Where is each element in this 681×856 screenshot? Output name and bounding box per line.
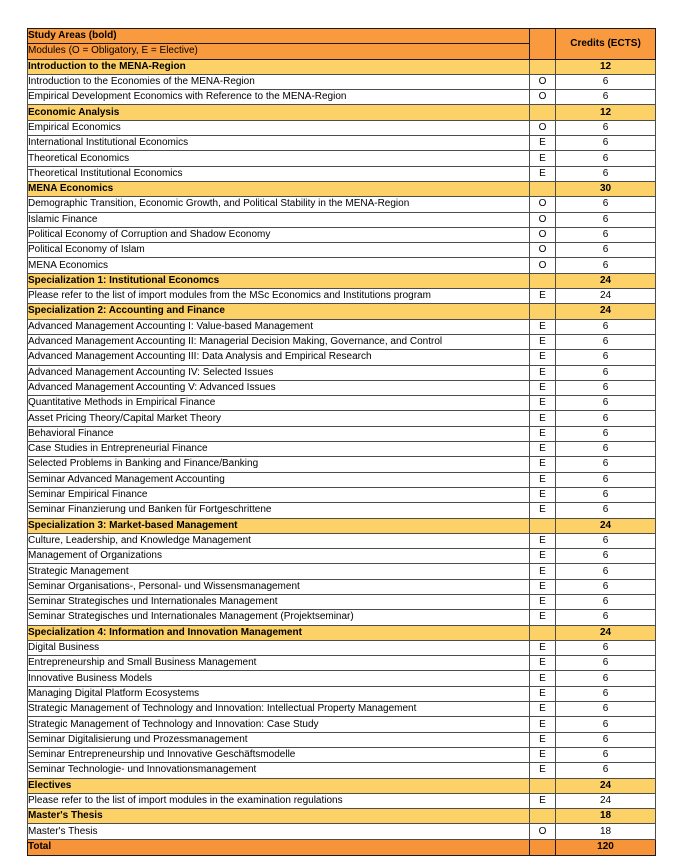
table-row: [28, 579, 656, 594]
section-credits: 24: [556, 518, 656, 533]
module-obligatory-elective: E: [530, 136, 556, 151]
module-title: Theoretical Economics: [28, 151, 530, 166]
module-title: Master's Thesis: [28, 824, 530, 839]
module-credits: 6: [556, 380, 656, 395]
module-obligatory-elective: O: [530, 824, 556, 839]
module-obligatory-elective: O: [530, 120, 556, 135]
section-oe-blank: [530, 59, 556, 74]
module-credits: 6: [556, 640, 656, 655]
module-credits: 6: [556, 702, 656, 717]
section-oe-blank: [530, 625, 556, 640]
module-credits: 6: [556, 686, 656, 701]
module-obligatory-elective: E: [530, 380, 556, 395]
module-title: Behavioral Finance: [28, 426, 530, 441]
module-title: Managing Digital Platform Ecosystems: [28, 686, 530, 701]
table-header-row-title: [28, 29, 656, 44]
module-obligatory-elective: E: [530, 503, 556, 518]
table-row: [28, 426, 656, 441]
table-row: [28, 702, 656, 717]
module-obligatory-elective: E: [530, 763, 556, 778]
curriculum-total: [28, 839, 656, 855]
module-credits: 6: [556, 579, 656, 594]
table-row: [28, 549, 656, 564]
module-credits: 6: [556, 763, 656, 778]
module-title: Political Economy of Islam: [28, 243, 530, 258]
module-obligatory-elective: E: [530, 793, 556, 808]
header-credits-label: Credits (ECTS): [556, 29, 656, 60]
table-row: [28, 686, 656, 701]
module-title: Strategic Management of Technology and Innovation: Intellectual Property Management: [28, 702, 530, 717]
module-obligatory-elective: E: [530, 334, 556, 349]
curriculum-table-body: [28, 29, 656, 60]
module-credits: 6: [556, 732, 656, 747]
table-row: [28, 717, 656, 732]
module-credits: 6: [556, 319, 656, 334]
total-row: [28, 839, 656, 855]
module-title: Seminar Organisations-, Personal- und Wissensmanagement: [28, 579, 530, 594]
module-title: Selected Problems in Banking and Finance/Banking: [28, 457, 530, 472]
section-header-row: [28, 181, 656, 196]
module-credits: 6: [556, 197, 656, 212]
section-title: Specialization 1: Institutional Economcs: [28, 273, 530, 288]
table-row: [28, 243, 656, 258]
module-obligatory-elective: O: [530, 212, 556, 227]
table-row: [28, 671, 656, 686]
module-credits: 6: [556, 747, 656, 762]
module-title: Culture, Leadership, and Knowledge Management: [28, 533, 530, 548]
module-obligatory-elective: E: [530, 411, 556, 426]
table-row: [28, 640, 656, 655]
module-title: Case Studies in Entrepreneurial Finance: [28, 442, 530, 457]
module-obligatory-elective: E: [530, 442, 556, 457]
module-credits: 6: [556, 166, 656, 181]
module-credits: 6: [556, 90, 656, 105]
table-row: [28, 334, 656, 349]
header-oe-blank: [530, 29, 556, 60]
section-oe-blank: [530, 778, 556, 793]
table-row: [28, 227, 656, 242]
module-title: Asset Pricing Theory/Capital Market Theory: [28, 411, 530, 426]
table-row: [28, 166, 656, 181]
module-credits: 6: [556, 120, 656, 135]
table-row: [28, 457, 656, 472]
table-row: [28, 763, 656, 778]
section-title: Specialization 4: Information and Innovation Management: [28, 625, 530, 640]
section-title: Economic Analysis: [28, 105, 530, 120]
module-title: Strategic Management: [28, 564, 530, 579]
section-credits: 12: [556, 59, 656, 74]
module-credits: 6: [556, 594, 656, 609]
module-obligatory-elective: E: [530, 579, 556, 594]
module-title: MENA Economics: [28, 258, 530, 273]
table-row: [28, 487, 656, 502]
module-credits: 6: [556, 334, 656, 349]
table-row: [28, 793, 656, 808]
table-row: [28, 350, 656, 365]
module-obligatory-elective: E: [530, 549, 556, 564]
module-obligatory-elective: E: [530, 350, 556, 365]
section-credits: 30: [556, 181, 656, 196]
module-credits: 6: [556, 442, 656, 457]
module-obligatory-elective: O: [530, 243, 556, 258]
module-title: Seminar Strategisches und Internationales Management: [28, 594, 530, 609]
total-oe: [530, 839, 556, 855]
module-title: Introduction to the Economies of the MENA-Region: [28, 74, 530, 89]
module-credits: 18: [556, 824, 656, 839]
section-title: Electives: [28, 778, 530, 793]
module-title: Seminar Empirical Finance: [28, 487, 530, 502]
module-credits: 24: [556, 289, 656, 304]
module-credits: 6: [556, 212, 656, 227]
section-credits: 24: [556, 304, 656, 319]
module-credits: 6: [556, 74, 656, 89]
section-credits: 24: [556, 778, 656, 793]
table-row: [28, 732, 656, 747]
module-obligatory-elective: E: [530, 487, 556, 502]
section-title: Specialization 3: Market-based Management: [28, 518, 530, 533]
module-obligatory-elective: O: [530, 74, 556, 89]
module-title: International Institutional Economics: [28, 136, 530, 151]
curriculum-table: [27, 28, 656, 856]
table-row: [28, 197, 656, 212]
module-credits: 6: [556, 136, 656, 151]
table-row: [28, 442, 656, 457]
module-credits: 6: [556, 350, 656, 365]
module-title: Political Economy of Corruption and Shadow Economy: [28, 227, 530, 242]
module-title: Seminar Technologie- und Innovationsmanagement: [28, 763, 530, 778]
table-row: [28, 396, 656, 411]
total-label: Total: [28, 839, 530, 855]
module-credits: 6: [556, 151, 656, 166]
module-credits: 6: [556, 671, 656, 686]
section-title: Specialization 2: Accounting and Finance: [28, 304, 530, 319]
section-title: MENA Economics: [28, 181, 530, 196]
module-credits: 6: [556, 426, 656, 441]
table-row: [28, 136, 656, 151]
curriculum-sections: [28, 59, 656, 839]
table-row: [28, 503, 656, 518]
table-row: [28, 380, 656, 395]
module-obligatory-elective: E: [530, 747, 556, 762]
module-title: Advanced Management Accounting III: Data Analysis and Empirical Research: [28, 350, 530, 365]
module-credits: 6: [556, 411, 656, 426]
table-row: [28, 656, 656, 671]
module-obligatory-elective: O: [530, 197, 556, 212]
module-title: Seminar Entrepreneurship und Innovative Geschäftsmodelle: [28, 747, 530, 762]
module-credits: 6: [556, 656, 656, 671]
module-obligatory-elective: E: [530, 594, 556, 609]
table-row: [28, 258, 656, 273]
module-obligatory-elective: O: [530, 227, 556, 242]
module-obligatory-elective: E: [530, 365, 556, 380]
table-row: [28, 365, 656, 380]
module-obligatory-elective: E: [530, 426, 556, 441]
module-title: Advanced Management Accounting II: Managerial Decision Making, Governance, and Control: [28, 334, 530, 349]
total-credits: 120: [556, 839, 656, 855]
module-title: Seminar Digitalisierung und Prozessmanagement: [28, 732, 530, 747]
module-credits: 6: [556, 549, 656, 564]
module-obligatory-elective: E: [530, 396, 556, 411]
section-oe-blank: [530, 518, 556, 533]
section-oe-blank: [530, 181, 556, 196]
module-title: Islamic Finance: [28, 212, 530, 227]
module-credits: 6: [556, 717, 656, 732]
module-credits: 6: [556, 564, 656, 579]
table-row: [28, 120, 656, 135]
module-title: Innovative Business Models: [28, 671, 530, 686]
module-credits: 6: [556, 472, 656, 487]
module-title: Quantitative Methods in Empirical Finance: [28, 396, 530, 411]
module-title: Seminar Advanced Management Accounting: [28, 472, 530, 487]
section-title: Introduction to the MENA-Region: [28, 59, 530, 74]
module-title: Advanced Management Accounting I: Value-based Management: [28, 319, 530, 334]
module-obligatory-elective: E: [530, 671, 556, 686]
module-credits: 6: [556, 365, 656, 380]
section-header-row: [28, 304, 656, 319]
section-header-row: [28, 273, 656, 288]
module-obligatory-elective: O: [530, 258, 556, 273]
section-title: Master's Thesis: [28, 809, 530, 824]
table-row: [28, 212, 656, 227]
module-obligatory-elective: E: [530, 166, 556, 181]
section-credits: 18: [556, 809, 656, 824]
module-credits: 6: [556, 533, 656, 548]
module-obligatory-elective: E: [530, 732, 556, 747]
module-credits: 6: [556, 503, 656, 518]
module-title: Please refer to the list of import modules from the MSc Economics and Institutions program: [28, 289, 530, 304]
module-obligatory-elective: E: [530, 457, 556, 472]
module-obligatory-elective: E: [530, 702, 556, 717]
section-credits: 24: [556, 625, 656, 640]
module-obligatory-elective: E: [530, 686, 556, 701]
module-title: Seminar Strategisches und Internationales Management (Projektseminar): [28, 610, 530, 625]
module-credits: 6: [556, 610, 656, 625]
section-oe-blank: [530, 105, 556, 120]
module-title: Advanced Management Accounting V: Advanced Issues: [28, 380, 530, 395]
module-credits: 6: [556, 227, 656, 242]
table-row: [28, 74, 656, 89]
module-obligatory-elective: O: [530, 90, 556, 105]
module-title: Demographic Transition, Economic Growth, and Political Stability in the MENA-Region: [28, 197, 530, 212]
table-row: [28, 610, 656, 625]
section-header-row: [28, 518, 656, 533]
curriculum-table-container: [27, 28, 655, 856]
module-title: Advanced Management Accounting IV: Selected Issues: [28, 365, 530, 380]
header-modules-legend: Modules (O = Obligatory, E = Elective): [28, 44, 530, 59]
module-title: Management of Organizations: [28, 549, 530, 564]
header-study-areas-label: Study Areas (bold): [28, 29, 530, 44]
table-row: [28, 289, 656, 304]
module-title: Seminar Finanzierung und Banken für Fortgeschrittene: [28, 503, 530, 518]
module-title: Entrepreneurship and Small Business Management: [28, 656, 530, 671]
section-credits: 24: [556, 273, 656, 288]
section-oe-blank: [530, 273, 556, 288]
module-obligatory-elective: E: [530, 319, 556, 334]
module-obligatory-elective: E: [530, 289, 556, 304]
module-title: Digital Business: [28, 640, 530, 655]
table-row: [28, 472, 656, 487]
table-row: [28, 594, 656, 609]
module-credits: 6: [556, 258, 656, 273]
section-header-row: [28, 778, 656, 793]
module-credits: 6: [556, 457, 656, 472]
module-title: Empirical Development Economics with Reference to the MENA-Region: [28, 90, 530, 105]
module-obligatory-elective: E: [530, 564, 556, 579]
section-header-row: [28, 809, 656, 824]
module-title: Theoretical Institutional Economics: [28, 166, 530, 181]
module-obligatory-elective: E: [530, 472, 556, 487]
module-obligatory-elective: E: [530, 533, 556, 548]
table-row: [28, 411, 656, 426]
table-row: [28, 747, 656, 762]
module-obligatory-elective: E: [530, 151, 556, 166]
section-header-row: [28, 59, 656, 74]
table-row: [28, 90, 656, 105]
module-obligatory-elective: E: [530, 717, 556, 732]
module-title: Please refer to the list of import modules in the examination regulations: [28, 793, 530, 808]
section-oe-blank: [530, 304, 556, 319]
module-obligatory-elective: E: [530, 610, 556, 625]
table-row: [28, 533, 656, 548]
module-credits: 6: [556, 487, 656, 502]
section-oe-blank: [530, 809, 556, 824]
table-row: [28, 564, 656, 579]
table-row: [28, 319, 656, 334]
table-row: [28, 824, 656, 839]
module-credits: 6: [556, 396, 656, 411]
section-header-row: [28, 625, 656, 640]
module-title: Strategic Management of Technology and Innovation: Case Study: [28, 717, 530, 732]
table-row: [28, 151, 656, 166]
section-credits: 12: [556, 105, 656, 120]
module-credits: 24: [556, 793, 656, 808]
module-obligatory-elective: E: [530, 656, 556, 671]
module-title: Empirical Economics: [28, 120, 530, 135]
section-header-row: [28, 105, 656, 120]
module-credits: 6: [556, 243, 656, 258]
module-obligatory-elective: E: [530, 640, 556, 655]
